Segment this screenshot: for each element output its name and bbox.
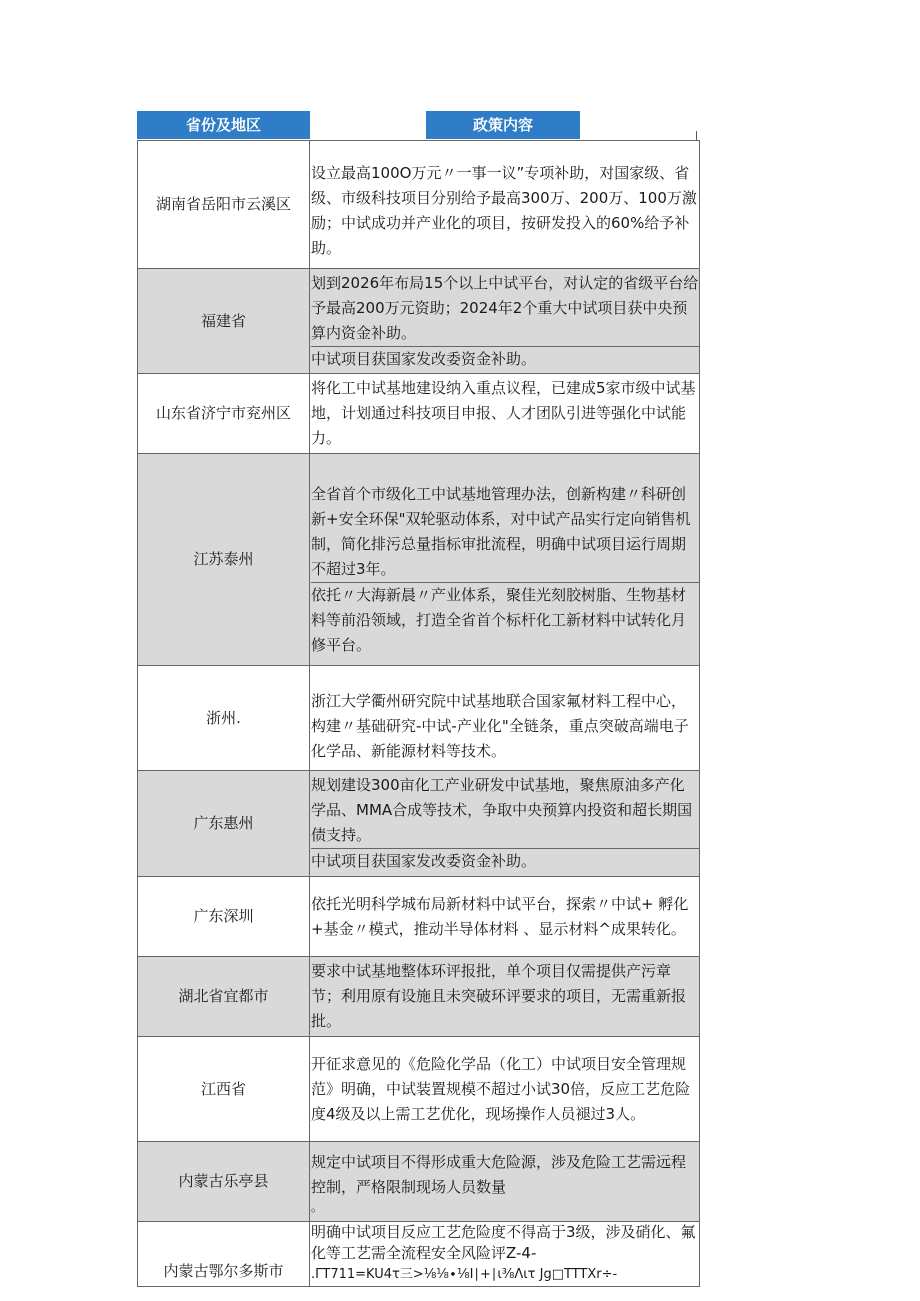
policy-text: 浙江大学衢州研究院中试基地联合国家氟材料工程中心，构建〃基础研究-中试-产业化"全链条，重点突破高端电子化学品、新能源材料等技术。 [311,691,689,760]
province-cell: 广东深圳 [138,877,310,957]
policy-text: 设立最高100O万元〃一事一议”专项补助，对国家级、省级、市级科技项目分别给予最高300万、200万、100万激励；中试成功并产业化的项目，按研发投入的60%给予补助。 [311,163,697,257]
policy-text: 要求中试基地整体环评报批，单个项目仅需提供产污章节；利用原有设施且未突破环评要求的项目，无需重新报批。 [311,962,687,1030]
province-cell: 广东惠州 [138,771,310,877]
policy-text: 中试项目获国家发改委资金补助。 [311,848,699,874]
table-row [138,1037,700,1142]
table-row [138,269,700,374]
policy-text: 划到2026年布局15个以上中试平台，对认定的省级平台给予最高200万元资助；2024年2个重大中试项目获中央预算内资金补助。 [311,273,699,342]
policy-cell [310,771,700,877]
column-header-province: 省份及地区 [137,111,310,139]
policy-cell [310,269,700,374]
province-cell: 内蒙古乐亭县 [138,1142,310,1222]
policy-text: 中试项目获国家发改委资金补助。 [311,346,699,372]
province-cell: 山东省济宁市兖州区 [138,374,310,454]
policy-text: 依托光明科学城布局新材料中试平台，探索〃中试+ 孵化+基金〃模式，推动半导体材料 、显示材料^成果转化。 [311,894,689,938]
province-cell: 江西省 [138,1037,310,1142]
policy-cell [310,454,700,666]
policy-table [137,140,700,1287]
policy-cell [310,1222,700,1287]
table-row [138,957,700,1037]
policy-text: 将化工中试基地建设纳入重点议程，已建成5家市级中试基地，计划通过科技项目申报、人才团队引进等强化中试能力。 [311,379,696,447]
province-cell: 内蒙古鄂尔多斯市 [138,1222,310,1287]
policy-cell [310,1142,700,1222]
policy-text: 明确中试项目反应工艺危险度不得高于3级，涉及硝化、氟化等工艺需全流程安全风险评Z-4- [311,1223,696,1262]
policy-text: 依托〃大海新晨〃产业体系，聚佳光刻胶树脂、生物基材料等前沿领域，打造全省首个标杆化工新材料中试转化月修平台。 [311,582,699,658]
province-cell: 浙州. [138,666,310,771]
policy-cell [310,957,700,1037]
province-cell: 福建省 [138,269,310,374]
policy-text: 全省首个市级化工中试基地管理办法，创新构建〃科研创新+安全环保"双轮驱动体系，对中试产品实行定向销售机制，简化排污总量指标审批流程，明确中试项目运行周期不超过3年。 [311,484,691,578]
policy-text: 开征求意见的《危险化学品（化工）中试项目安全管理规范》明确，中试装置规模不超过小试30倍，反应工艺危险度4级及以上需工艺优化，现场操作人员褪过3人。 [311,1054,691,1123]
table-row [138,454,700,666]
policy-text: 规划建设300亩化工产业研发中试基地，聚焦原油多产化学品、MMA合成等技术，争取中央预算内投资和超长期国债支持。 [311,776,693,844]
table-row [138,771,700,877]
policy-cell [310,1037,700,1142]
table-row [138,374,700,454]
column-header-policy: 政策内容 [426,111,580,139]
policy-cell [310,141,700,269]
policy-text: 规定中试项目不得形成重大危险源，涉及危险工艺需远程控制，严格限制现场人员数量 [311,1152,687,1196]
table-row [138,1142,700,1222]
policy-text: .ΓT711=KU4τ三>⅛⅛∙⅛I∣+∣ι⅜Λιτ Jg□TTTXr÷- [311,1267,618,1282]
table-row [138,666,700,771]
policy-cell [310,374,700,454]
policy-cell [310,666,700,771]
table-row [138,877,700,957]
policy-text: 。 [311,1199,324,1214]
policy-cell [310,877,700,957]
table-row [138,141,700,269]
province-cell: 湖南省岳阳市云溪区 [138,141,310,269]
province-cell: 江苏泰州 [138,454,310,666]
province-cell: 湖北省宜都市 [138,957,310,1037]
table-row [138,1222,700,1287]
